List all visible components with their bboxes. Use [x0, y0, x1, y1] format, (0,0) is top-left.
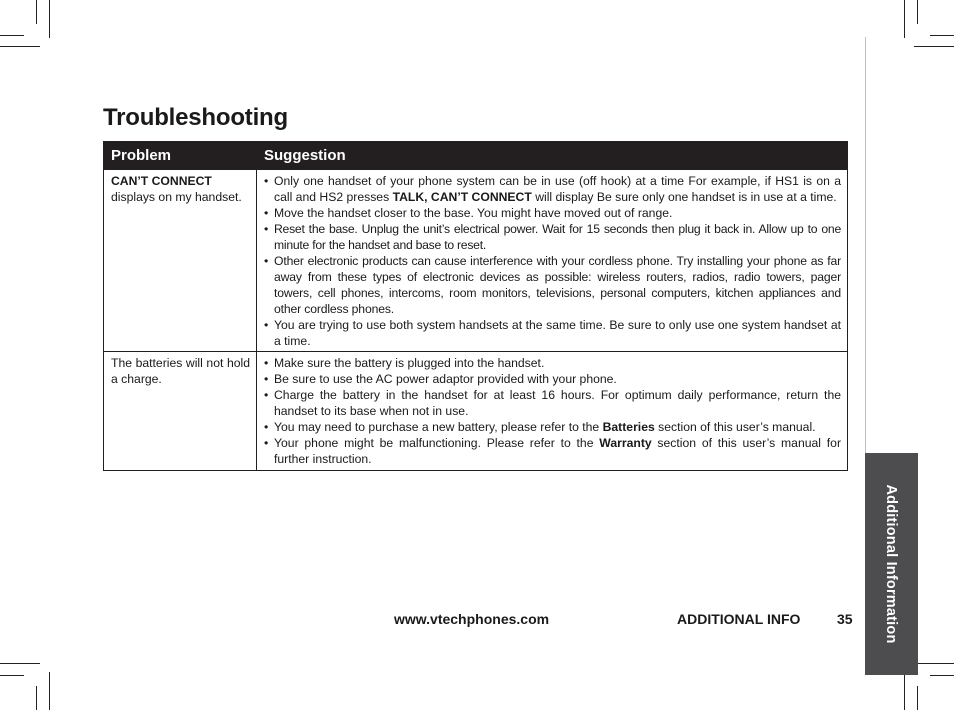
- crop-mark: [0, 46, 40, 47]
- suggestion-item: [264, 435, 841, 467]
- suggestion-text: section of this user’s manual for further instruction.: [274, 436, 841, 466]
- crop-mark: [36, 0, 37, 24]
- suggestion-text: will display Be sure only one handset is in use at a time.: [531, 190, 837, 204]
- suggestion-text: section of this user’s manual.: [654, 420, 816, 434]
- suggestion-bold-text: TALK, CAN’T CONNECT: [392, 190, 532, 204]
- suggestion-item: • Be sure to use the AC power adaptor provided with your phone.: [264, 371, 841, 387]
- crop-mark: [904, 0, 905, 38]
- footer-website: www.vtechphones.com: [394, 611, 550, 627]
- column-header-problem: Problem: [104, 142, 257, 170]
- section-tab-label: Additional Information: [883, 484, 899, 644]
- suggestion-bold-text: Batteries: [602, 420, 655, 434]
- table-row: [104, 352, 848, 471]
- page-title: Troubleshooting: [103, 104, 288, 131]
- page-number: 35: [837, 611, 853, 627]
- problem-text: displays on my handset.: [111, 190, 242, 204]
- suggestion-list: [264, 173, 841, 349]
- suggestion-bold-text: Warranty: [599, 436, 652, 450]
- problem-keyword: CAN’T CONNECT: [111, 174, 212, 188]
- suggestion-text: You may need to purchase a new battery, please refer to the: [274, 420, 603, 434]
- crop-mark: [0, 663, 40, 664]
- crop-mark: [930, 675, 954, 676]
- suggestion-item: • Move the handset closer to the base. You might have moved out of range.: [264, 205, 841, 221]
- crop-mark: [0, 35, 24, 36]
- table-row: [104, 170, 848, 352]
- suggestion-text: Your phone might be malfunctioning. Please refer to the: [274, 436, 600, 450]
- problem-text: The batteries will not hold a charge.: [111, 356, 250, 386]
- suggestion-item: [264, 419, 841, 435]
- crop-mark: [914, 46, 954, 47]
- suggestion-list: [264, 355, 841, 467]
- crop-mark: [49, 672, 50, 710]
- suggestion-item: • Reset the base. Unplug the unit’s electrical power. Wait for 15 seconds then plug it back in. Allow up to one minute for the handset and base to reset.: [264, 221, 841, 253]
- crop-mark: [0, 675, 24, 676]
- suggestion-item: • You are trying to use both system handsets at the same time. Be sure to only use one system handset at a time.: [264, 317, 841, 349]
- crop-mark: [49, 0, 50, 38]
- page-trim-line: [865, 37, 866, 453]
- crop-mark: [914, 663, 954, 664]
- suggestion-item: • Make sure the battery is plugged into the handset.: [264, 355, 841, 371]
- suggestion-item: [264, 173, 841, 205]
- suggestion-text: Only one handset of your phone system can be in use (off hook) at a time For example, if HS1 is on a call and HS2 presses: [274, 174, 841, 204]
- suggestion-item: • Charge the battery in the handset for at least 16 hours. For optimum daily performance, return the handset to its base when not in use.: [264, 387, 841, 419]
- suggestion-cell: [257, 352, 848, 471]
- table-header-row: [104, 142, 848, 170]
- problem-cell: [104, 170, 257, 352]
- crop-mark: [930, 35, 954, 36]
- footer-section: ADDITIONAL INFO: [677, 611, 801, 627]
- suggestion-item: • Other electronic products can cause interference with your cordless phone. Try installing your phone as far away from these types of electronic devices as possible: wireless routers, radios, radio towers, pager towers, cell phones, intercoms, room monitors, televisions, personal computers, kitchen appliances and other cordless phones.: [264, 253, 841, 317]
- column-header-suggestion: Suggestion: [257, 142, 848, 170]
- suggestion-cell: [257, 170, 848, 352]
- crop-mark: [917, 686, 918, 710]
- crop-mark: [36, 686, 37, 710]
- crop-mark: [917, 0, 918, 24]
- troubleshooting-table: [103, 141, 848, 471]
- crop-mark: [904, 672, 905, 710]
- problem-cell: [104, 352, 257, 471]
